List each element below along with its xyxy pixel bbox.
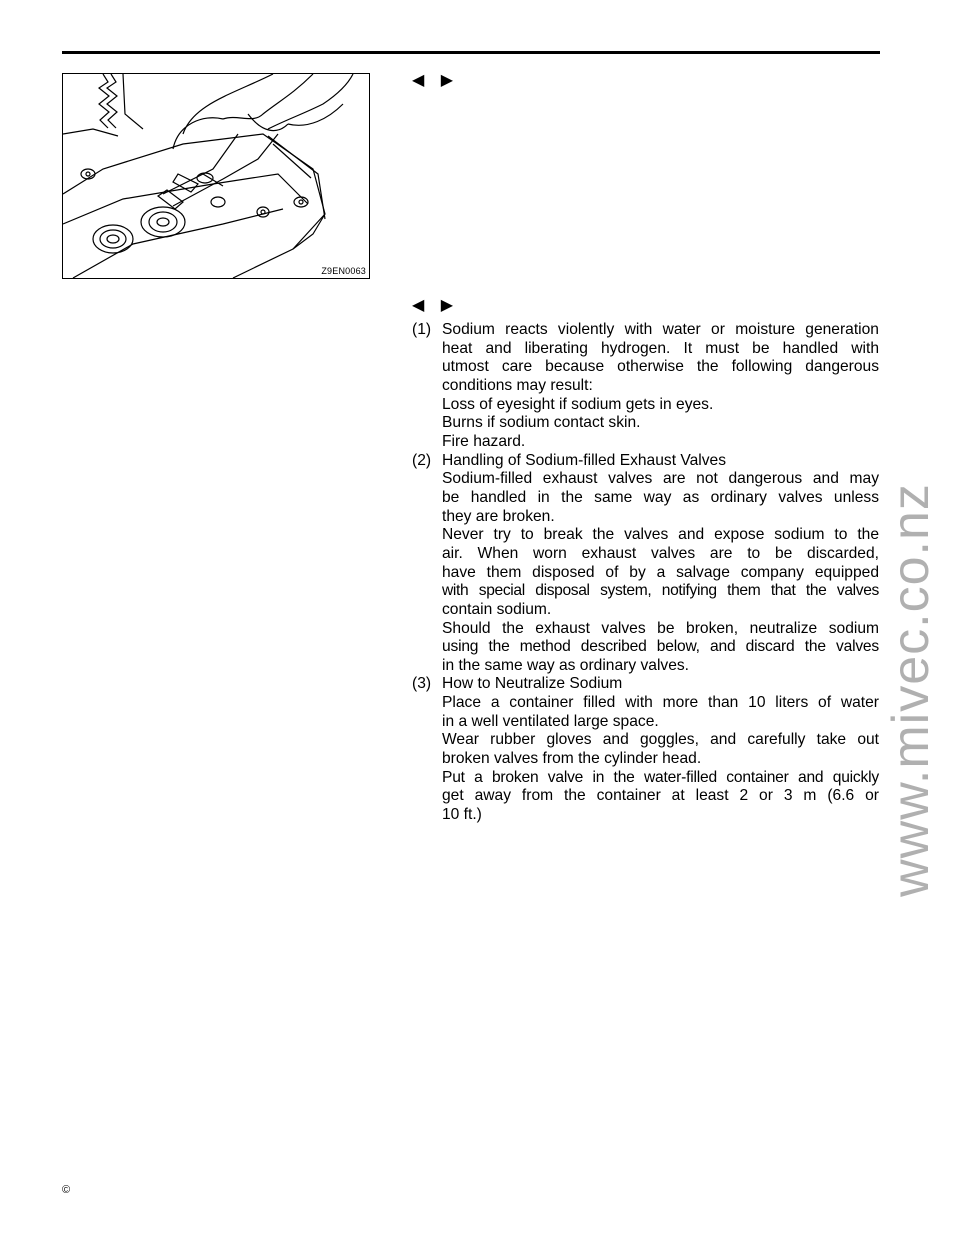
text-line: Burns if sodium contact skin. (442, 414, 641, 432)
engine-illustration (63, 74, 369, 278)
sodium-valve-instructions (412, 321, 879, 825)
navigation-arrows-icon: ◀ ▶ (412, 297, 460, 314)
text-line: be handled in the same way as ordinary valves unless (442, 488, 879, 506)
text-line: conditions may result: (442, 376, 593, 394)
text-line: Put a broken valve in the water-filled container and quickly (442, 768, 879, 786)
copyright-symbol: © (62, 1184, 71, 1196)
valve-removal-figure (62, 73, 370, 279)
item-number: (3) (412, 675, 432, 693)
text-line: Loss of eyesight if sodium gets in eyes. (442, 395, 714, 413)
top-rule (62, 51, 880, 54)
list-item (412, 675, 879, 824)
text-line: in the same way as ordinary valves. (442, 656, 690, 674)
text-line: heat and liberating hydrogen. It must be handled with (442, 339, 879, 357)
text-line: Fire hazard. (442, 432, 526, 450)
text-line: air. When worn exhaust valves are to be discarded, (442, 544, 879, 562)
text-line: Wear rubber gloves and goggles, and carefully take out (442, 731, 879, 749)
figure-code: Z9EN0063 (321, 266, 366, 276)
text-line: Sodium-filled exhaust valves are not dangerous and may (442, 470, 879, 488)
watermark: www.mivec.co.nz (882, 483, 940, 897)
text-line: using the method described below, and discard the valves (442, 638, 879, 656)
text-line: How to Neutralize Sodium (442, 675, 623, 693)
text-line: 10 ft.) (442, 806, 482, 824)
text-line: contain sodium. (442, 600, 552, 618)
text-line: they are broken. (442, 507, 555, 525)
text-line: Place a container filled with more than 10 liters of water (442, 694, 879, 712)
item-number: (1) (412, 321, 432, 338)
text-line: utmost care because otherwise the following dangerous (442, 358, 879, 376)
text-line: Handling of Sodium-filled Exhaust Valves (442, 451, 727, 469)
navigation-arrows-icon: ◀ ▶ (412, 72, 460, 89)
list-item (412, 452, 879, 676)
list-item (412, 321, 879, 452)
text-line: Should the exhaust valves be broken, neutralize sodium (442, 619, 879, 637)
text-line: broken valves from the cylinder head. (442, 750, 702, 768)
text-line: with special disposal system, notifying them that the valves (442, 582, 879, 600)
text-line: in a well ventilated large space. (442, 712, 659, 730)
item-number: (2) (412, 451, 432, 469)
text-line: Never try to break the valves and expose sodium to the (442, 526, 879, 544)
text-line: get away from the container at least 2 or 3 m (6.6 or (442, 787, 879, 805)
text-line: Sodium reacts violently with water or moisture generation (442, 321, 879, 338)
text-line: have them disposed of by a salvage company equipped (442, 563, 879, 581)
